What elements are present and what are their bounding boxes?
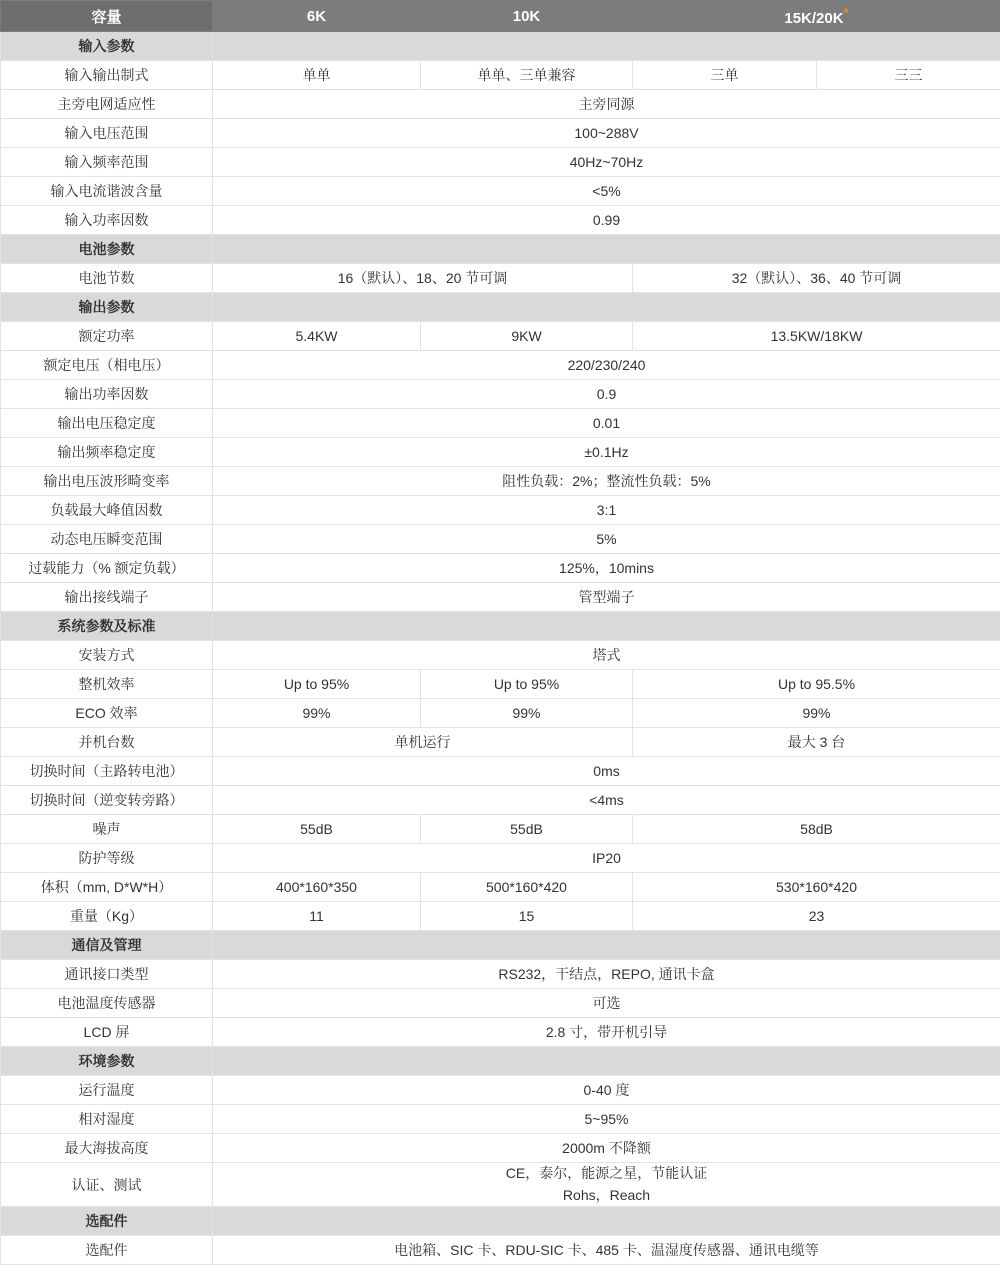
section-title: 系统参数及标准	[1, 612, 213, 641]
table-row	[1, 119, 1000, 148]
header-col-15k-20k	[633, 1, 1000, 32]
row-value-0: 0.9	[213, 380, 1000, 409]
row-label: 输入输出制式	[1, 61, 213, 90]
row-value-0: 400*160*350	[213, 873, 421, 902]
header-col-10k: 10K	[421, 1, 633, 32]
row-label: 切换时间（逆变转旁路）	[1, 786, 213, 815]
table-row	[1, 989, 1000, 1018]
row-value-0	[213, 1163, 1000, 1207]
table-row	[1, 496, 1000, 525]
row-label: 输入功率因数	[1, 206, 213, 235]
table-row	[1, 206, 1000, 235]
row-value-0: 220/230/240	[213, 351, 1000, 380]
row-value-2: 三单	[633, 61, 817, 90]
section-filler	[213, 32, 1000, 61]
section-title: 通信及管理	[1, 931, 213, 960]
table-row	[1, 1018, 1000, 1047]
row-label: 切换时间（主路转电池）	[1, 757, 213, 786]
row-value-0: RS232，干结点，REPO, 通讯卡盒	[213, 960, 1000, 989]
row-value-2: 13.5KW/18KW	[633, 322, 1000, 351]
row-label: 整机效率	[1, 670, 213, 699]
table-row	[1, 177, 1000, 206]
row-value-0: 5.4KW	[213, 322, 421, 351]
row-value-0: 0.01	[213, 409, 1000, 438]
table-row	[1, 61, 1000, 90]
row-label: 并机台数	[1, 728, 213, 757]
row-label: 主旁电网适应性	[1, 90, 213, 119]
row-value-1: 15	[421, 902, 633, 931]
row-value-line-1: Rohs，Reach	[213, 1185, 1000, 1207]
row-value-0: 塔式	[213, 641, 1000, 670]
table-row	[1, 1134, 1000, 1163]
table-row	[1, 90, 1000, 119]
header-col-15k-20k-label: 15K/20K	[784, 10, 843, 27]
section-title: 输入参数	[1, 32, 213, 61]
row-value-0: 11	[213, 902, 421, 931]
table-row	[1, 409, 1000, 438]
table-row	[1, 525, 1000, 554]
section-title: 环境参数	[1, 1047, 213, 1076]
section-title: 电池参数	[1, 235, 213, 264]
table-row	[1, 1105, 1000, 1134]
row-label: 过载能力（% 额定负载）	[1, 554, 213, 583]
row-label: 输入电压范围	[1, 119, 213, 148]
asterisk-marker: *	[844, 5, 849, 20]
table-row	[1, 1163, 1000, 1207]
section-row	[1, 293, 1000, 322]
section-filler	[213, 235, 1000, 264]
row-label: 噪声	[1, 815, 213, 844]
section-title: 选配件	[1, 1207, 213, 1236]
row-label: 安装方式	[1, 641, 213, 670]
row-value-1: 9KW	[421, 322, 633, 351]
row-label: 输入电流谐波含量	[1, 177, 213, 206]
row-value-2: 530*160*420	[633, 873, 1000, 902]
table-row	[1, 380, 1000, 409]
row-value-1: 最大 3 台	[633, 728, 1000, 757]
row-label: 电池节数	[1, 264, 213, 293]
row-label: 通讯接口类型	[1, 960, 213, 989]
row-value-0: 主旁同源	[213, 90, 1000, 119]
row-value-1: 55dB	[421, 815, 633, 844]
row-value-0: 3:1	[213, 496, 1000, 525]
row-value-0: 5%	[213, 525, 1000, 554]
table-row	[1, 873, 1000, 902]
row-value-0: 阻性负载：2%；整流性负载：5%	[213, 467, 1000, 496]
row-value-1: Up to 95%	[421, 670, 633, 699]
row-value-0: 单单	[213, 61, 421, 90]
table-row	[1, 815, 1000, 844]
section-row	[1, 612, 1000, 641]
table-row	[1, 728, 1000, 757]
section-row	[1, 32, 1000, 61]
table-row	[1, 148, 1000, 177]
row-value-2: 99%	[633, 699, 1000, 728]
table-body	[1, 1, 1000, 1265]
row-value-2: 23	[633, 902, 1000, 931]
table-row	[1, 583, 1000, 612]
row-value-0: <4ms	[213, 786, 1000, 815]
row-label: 输入频率范围	[1, 148, 213, 177]
table-row	[1, 438, 1000, 467]
header-capacity: 容量	[1, 1, 213, 32]
row-label: 输出电压稳定度	[1, 409, 213, 438]
row-value-0: 0-40 度	[213, 1076, 1000, 1105]
section-row	[1, 931, 1000, 960]
row-value-1: 32（默认）、36、40 节可调	[633, 264, 1000, 293]
section-title: 输出参数	[1, 293, 213, 322]
table-row	[1, 1076, 1000, 1105]
row-value-0: 40Hz~70Hz	[213, 148, 1000, 177]
table-row	[1, 264, 1000, 293]
section-row	[1, 1207, 1000, 1236]
row-value-0: 16（默认）、18、20 节可调	[213, 264, 633, 293]
row-value-2: 58dB	[633, 815, 1000, 844]
row-label: 相对湿度	[1, 1105, 213, 1134]
section-filler	[213, 612, 1000, 641]
row-value-3: 三三	[817, 61, 1000, 90]
row-label: LCD 屏	[1, 1018, 213, 1047]
table-row	[1, 351, 1000, 380]
row-label: ECO 效率	[1, 699, 213, 728]
row-value-0: 管型端子	[213, 583, 1000, 612]
table-row	[1, 670, 1000, 699]
table-row	[1, 844, 1000, 873]
section-filler	[213, 931, 1000, 960]
header-col-6k: 6K	[213, 1, 421, 32]
row-value-0: 99%	[213, 699, 421, 728]
row-value-0: 125%，10mins	[213, 554, 1000, 583]
table-row	[1, 641, 1000, 670]
row-value-0: 单机运行	[213, 728, 633, 757]
table-row	[1, 786, 1000, 815]
row-value-0: 电池箱、SIC 卡、RDU-SIC 卡、485 卡、温湿度传感器、通讯电缆等	[213, 1236, 1000, 1265]
section-row	[1, 1047, 1000, 1076]
row-value-0: 100~288V	[213, 119, 1000, 148]
row-label: 防护等级	[1, 844, 213, 873]
row-value-line-0: CE，泰尔，能源之星，节能认证	[213, 1163, 1000, 1185]
row-label: 电池温度传感器	[1, 989, 213, 1018]
row-label: 额定功率	[1, 322, 213, 351]
table-row	[1, 699, 1000, 728]
row-value-0: 可选	[213, 989, 1000, 1018]
table-row	[1, 757, 1000, 786]
row-label: 选配件	[1, 1236, 213, 1265]
row-label: 输出功率因数	[1, 380, 213, 409]
row-label: 重量（Kg）	[1, 902, 213, 931]
row-value-2: Up to 95.5%	[633, 670, 1000, 699]
table-row	[1, 960, 1000, 989]
row-value-1: 500*160*420	[421, 873, 633, 902]
row-label: 负载最大峰值因数	[1, 496, 213, 525]
table-row	[1, 1236, 1000, 1265]
section-row	[1, 235, 1000, 264]
row-value-0: 0ms	[213, 757, 1000, 786]
row-label: 最大海拔高度	[1, 1134, 213, 1163]
row-label: 输出频率稳定度	[1, 438, 213, 467]
row-label: 额定电压（相电压）	[1, 351, 213, 380]
row-value-0: 2000m 不降额	[213, 1134, 1000, 1163]
row-label: 输出电压波形畸变率	[1, 467, 213, 496]
row-value-1: 单单、三单兼容	[421, 61, 633, 90]
row-value-0: 55dB	[213, 815, 421, 844]
row-label: 输出接线端子	[1, 583, 213, 612]
row-value-0: 5~95%	[213, 1105, 1000, 1134]
section-filler	[213, 1047, 1000, 1076]
row-label: 认证、测试	[1, 1163, 213, 1207]
row-value-0: 2.8 寸，带开机引导	[213, 1018, 1000, 1047]
table-row	[1, 554, 1000, 583]
row-label: 运行温度	[1, 1076, 213, 1105]
table-row	[1, 322, 1000, 351]
row-value-0: 0.99	[213, 206, 1000, 235]
row-label: 动态电压瞬变范围	[1, 525, 213, 554]
row-value-0: IP20	[213, 844, 1000, 873]
row-value-0: ±0.1Hz	[213, 438, 1000, 467]
table-row	[1, 467, 1000, 496]
table-header-row	[1, 1, 1000, 32]
row-value-0: Up to 95%	[213, 670, 421, 699]
table-row	[1, 902, 1000, 931]
section-filler	[213, 293, 1000, 322]
row-label: 体积（mm, D*W*H）	[1, 873, 213, 902]
section-filler	[213, 1207, 1000, 1236]
row-value-0: <5%	[213, 177, 1000, 206]
row-value-1: 99%	[421, 699, 633, 728]
